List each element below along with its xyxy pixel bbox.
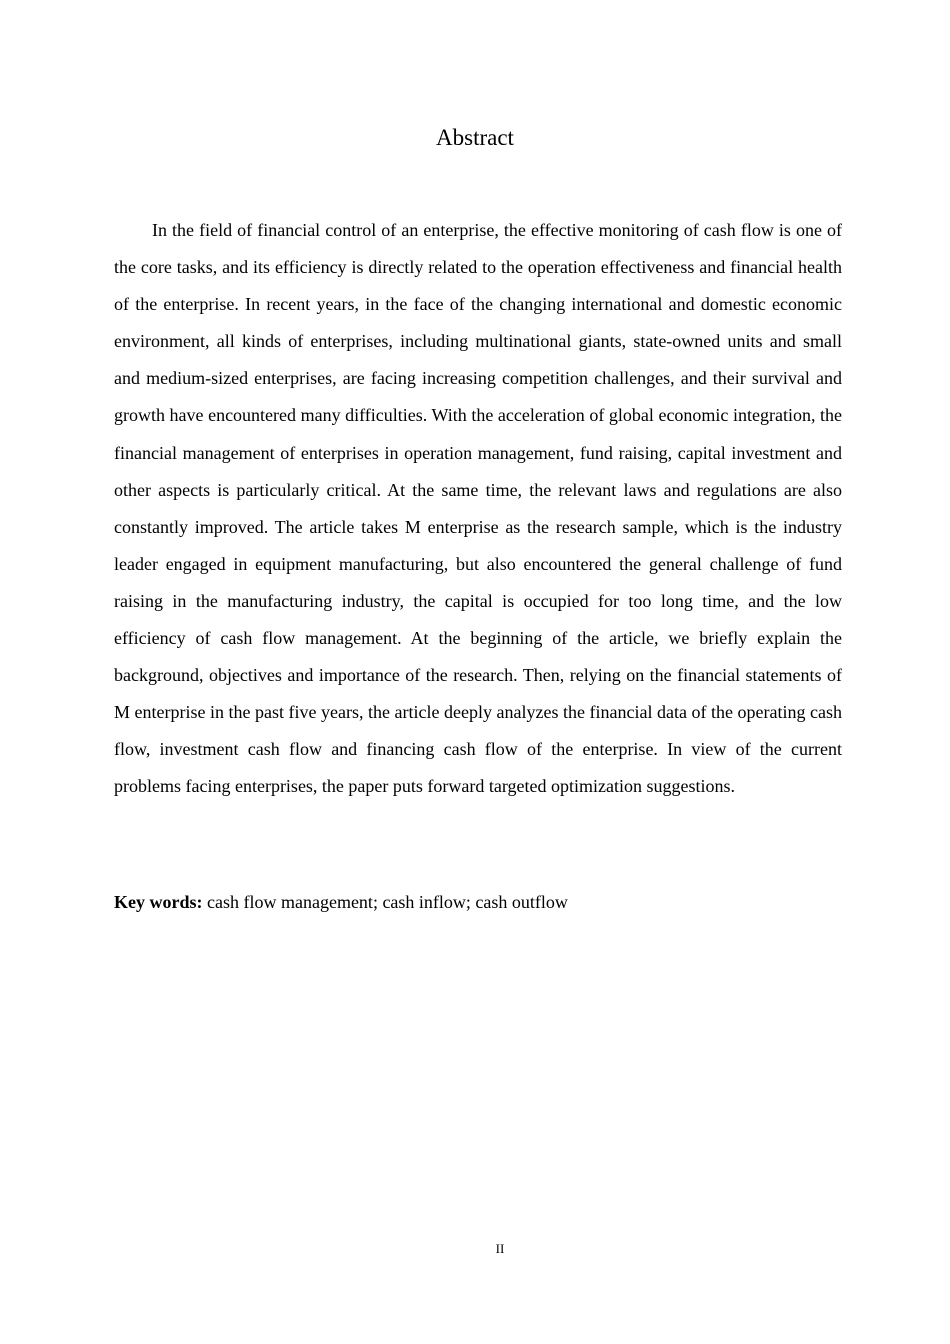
keywords-text: cash flow management; cash inflow; cash outflow xyxy=(207,892,568,912)
page-number: II xyxy=(495,1241,505,1256)
abstract-title: Abstract xyxy=(436,125,514,150)
abstract-paragraph: In the field of financial control of an enterprise, the effective monitoring of cash flow is one of the core tasks, and its efficiency is directly related to the operation effectiveness and financial health of the enterprise. In recent years, in the face of the changing international and domestic economic environment, all kinds of enterprises, including multinational giants, state-owned units and small and medium-sized enterprises, are facing increasing competition challenges, and their survival and growth have encountered many difficulties. With the acceleration of global economic integration, the financial management of enterprises in operation management, fund raising, capital investment and other aspects is particularly critical. At the same time, the relevant laws and regulations are also constantly improved. The article takes M enterprise as the research sample, which is the industry leader engaged in equipment manufacturing, but also encountered the general challenge of fund raising in the manufacturing industry, the capital is occupied for too long time, and the low efficiency of cash flow management. At the beginning of the article, we briefly explain the background, objectives and importance of the research. Then, relying on the financial statements of M enterprise in the past five years, the article deeply analyzes the financial data of the operating cash flow, investment cash flow and financing cash flow of the enterprise. In view of the current problems facing enterprises, the paper puts forward targeted optimization suggestions. xyxy=(114,220,842,797)
keywords-label: Key words: xyxy=(114,892,203,912)
keywords-line xyxy=(114,886,842,918)
